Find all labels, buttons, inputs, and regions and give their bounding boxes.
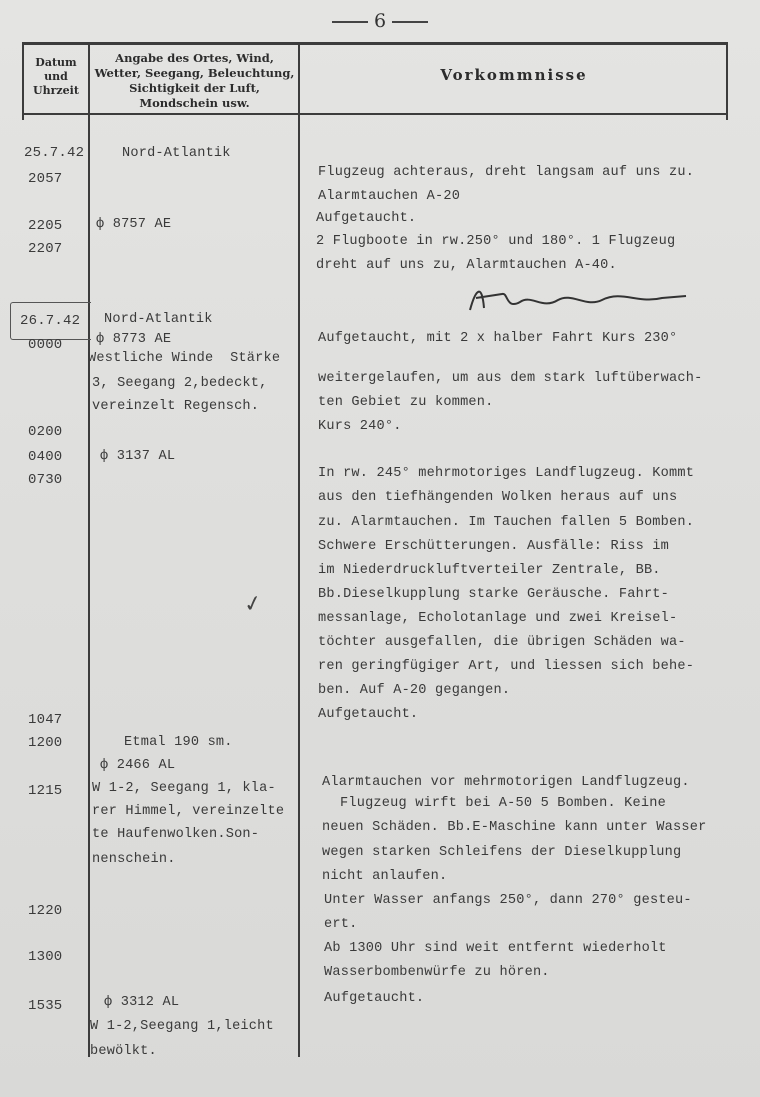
- event-text: Flugzeug wirft bei A-50 5 Bomben. Keine: [340, 796, 666, 811]
- event-text: 2 Flugboote in rw.250° und 180°. 1 Flugzeug: [316, 234, 676, 249]
- event-text: nicht anlaufen.: [322, 869, 448, 884]
- event-text: aus den tiefhängenden Wolken heraus auf uns: [318, 490, 678, 505]
- signature-scribble-icon: [462, 280, 692, 320]
- time-cell: 0200: [28, 424, 63, 440]
- time-cell: 2057: [28, 171, 63, 187]
- event-text: Schwere Erschütterungen. Ausfälle: Riss im: [318, 539, 670, 554]
- handwritten-signature-mark: [462, 280, 692, 329]
- time-cell: 1535: [28, 998, 63, 1014]
- time-cell: 0400: [28, 449, 63, 465]
- place-cell: nenschein.: [92, 852, 176, 867]
- time-cell: 2207: [28, 241, 63, 257]
- place-cell: Nord-Atlantik: [122, 146, 231, 161]
- time-cell: 1215: [28, 783, 63, 799]
- event-text: weitergelaufen, um aus dem stark luftüberwach-: [318, 371, 703, 386]
- time-cell: 25.7.42: [24, 145, 85, 161]
- time-cell: 0730: [28, 472, 63, 488]
- event-text: In rw. 245° mehrmotoriges Landflugzeug. Kommt: [318, 466, 695, 481]
- event-text: Bb.Dieselkupplung starke Geräusche. Fahrt-: [318, 587, 670, 602]
- event-text: Ab 1300 Uhr sind weit entfernt wiederholt: [324, 941, 667, 956]
- place-cell: W 1-2,Seegang 1,leicht: [90, 1019, 274, 1034]
- time-cell: 1047: [28, 712, 63, 728]
- time-cell: 1220: [28, 903, 63, 919]
- event-text: töchter ausgefallen, die übrigen Schäden wa-: [318, 635, 686, 650]
- header-datum: Datum und Uhrzeit: [33, 56, 79, 97]
- event-text: Flugzeug achteraus, dreht langsam auf uns zu.: [318, 165, 695, 180]
- header-bottom-rule: [22, 113, 728, 115]
- page-number-dash-right: [392, 21, 428, 23]
- table-right-border: [726, 42, 728, 120]
- event-text: Wasserbombenwürfe zu hören.: [324, 965, 550, 980]
- place-cell: bewölkt.: [90, 1044, 157, 1059]
- time-cell: 1200: [28, 735, 63, 751]
- event-text: Unter Wasser anfangs 250°, dann 270° gesteu-: [324, 893, 692, 908]
- handwritten-check-mark: ✓: [241, 590, 265, 619]
- time-cell: 1300: [28, 949, 63, 965]
- place-cell: Nord-Atlantik: [104, 312, 213, 327]
- page-number-dash-left: [332, 21, 368, 23]
- event-text: Alarmtauchen A-20: [318, 189, 461, 204]
- event-text: Aufgetaucht.: [324, 991, 425, 1006]
- page-number: 6: [0, 10, 760, 32]
- event-text: ert.: [324, 917, 358, 932]
- place-cell: ф 3137 AL: [100, 449, 176, 464]
- event-text: wegen starken Schleifens der Dieselkupplung: [322, 845, 682, 860]
- event-text: zu. Alarmtauchen. Im Tauchen fallen 5 Bomben.: [318, 515, 695, 530]
- event-text: Aufgetaucht, mit 2 x halber Fahrt Kurs 230°: [318, 331, 678, 346]
- event-text: Alarmtauchen vor mehrmotorigen Landflugzeug.: [322, 775, 690, 790]
- table-left-border: [22, 42, 24, 120]
- place-cell: W 1-2, Seegang 1, kla-: [92, 781, 276, 796]
- event-text: im Niederdruckluftverteiler Zentrale, BB.: [318, 563, 661, 578]
- place-cell: Etmal 190 sm.: [124, 735, 233, 750]
- time-cell: 0000: [28, 337, 63, 353]
- place-cell: 3, Seegang 2,bedeckt,: [92, 376, 268, 391]
- time-cell: 2205: [28, 218, 63, 234]
- table-top-rule: [22, 42, 728, 45]
- event-text: Aufgetaucht.: [316, 211, 417, 226]
- place-cell: Westliche Winde Stärke: [88, 351, 281, 366]
- event-text: dreht auf uns zu, Alarmtauchen A-40.: [316, 258, 617, 273]
- place-cell: vereinzelt Regensch.: [92, 399, 260, 414]
- place-cell: ф 2466 AL: [100, 758, 176, 773]
- event-text: neuen Schäden. Bb.E-Maschine kann unter Wasser: [322, 820, 707, 835]
- time-cell: 26.7.42: [20, 313, 81, 329]
- event-text: ben. Auf A-20 gegangen.: [318, 683, 511, 698]
- event-text: messanlage, Echolotanlage und zwei Kreisel-: [318, 611, 678, 626]
- event-text: Aufgetaucht.: [318, 707, 419, 722]
- place-cell: te Haufenwolken.Son-: [92, 827, 260, 842]
- header-ort: Angabe des Ortes, Wind, Wetter, Seegang, Beleuchtung, Sichtigkeit der Luft, Mondschein usw.: [94, 51, 295, 110]
- header-vorkommnisse: Vorkommnisse: [440, 66, 588, 84]
- event-text: ten Gebiet zu kommen.: [318, 395, 494, 410]
- column-divider-2: [298, 42, 300, 1057]
- place-cell: ф 8773 AE: [96, 332, 172, 347]
- place-cell: rer Himmel, vereinzelte: [92, 804, 285, 819]
- column-divider-1: [88, 42, 90, 1057]
- place-cell: ф 8757 AE: [96, 217, 172, 232]
- event-text: Kurs 240°.: [318, 419, 402, 434]
- event-text: ren geringfügiger Art, und liessen sich behe-: [318, 659, 695, 674]
- place-cell: ф 3312 AL: [104, 995, 180, 1010]
